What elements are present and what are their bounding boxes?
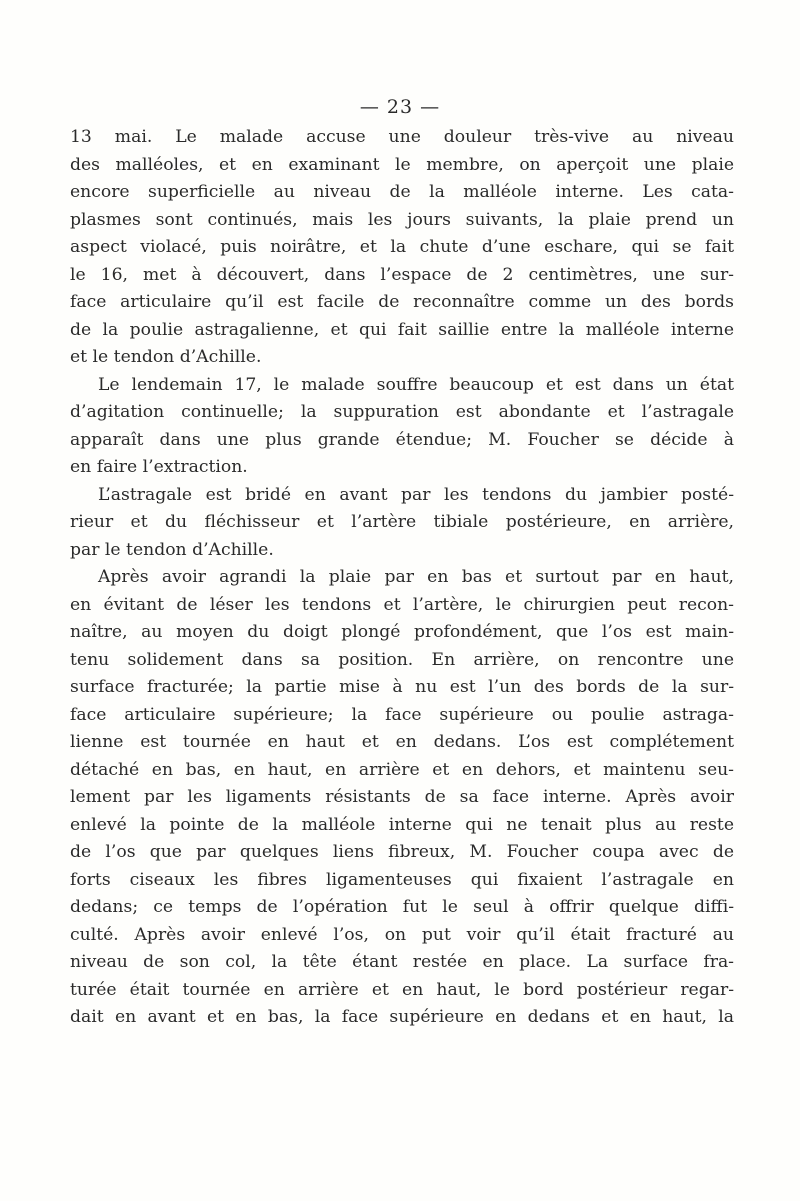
text-line: niveau de son col, la tête étant restée en place. La surface fra- [70, 952, 734, 972]
text-line: de l’os que par quelques liens fibreux, M. Foucher coupa avec de [70, 842, 734, 862]
text-line: apparaît dans une plus grande étendue; M. Foucher se décide à [70, 429, 734, 450]
paragraph [70, 482, 734, 565]
text-line: d’agitation continuelle; la suppuration est abondante et l’astragale [70, 402, 734, 422]
text-line: détaché en bas, en haut, en arrière et en dehors, et maintenu seu- [70, 759, 734, 780]
text-line: en faire l’extraction. [70, 457, 248, 477]
text-line: aspect violacé, puis noirâtre, et la chute d’une eschare, qui se fait [70, 237, 734, 257]
body-text [70, 124, 734, 1032]
text-line: de la poulie astragalienne, et qui fait saillie entre la malléole interne [70, 319, 734, 340]
text-line: face articulaire qu’il est facile de reconnaître comme un des bords [70, 292, 734, 312]
text-line: tenu solidement dans sa position. En arrière, on rencontre une [70, 649, 734, 670]
text-line: forts ciseaux les fibres ligamenteuses qui fixaient l’astragale en [70, 869, 734, 890]
page-number: — 23 — [359, 96, 441, 118]
text-line: Le lendemain 17, le malade souffre beaucoup et est dans un état [98, 374, 734, 395]
text-line: plasmes sont continués, mais les jours suivants, la plaie prend un [70, 209, 734, 230]
text-line: Après avoir agrandi la plaie par en bas et surtout par en haut, [98, 567, 734, 587]
text-line: rieur et du fléchisseur et l’artère tibiale postérieure, en arrière, [70, 512, 734, 532]
paragraph [70, 372, 734, 482]
text-line: 13 mai. Le malade accuse une douleur très-vive au niveau [70, 127, 734, 147]
text-line: dedans; ce temps de l’opération fut le seul à offrir quelque diffi- [70, 897, 734, 917]
text-line: enlevé la pointe de la malléole interne qui ne tenait plus au reste [70, 814, 734, 835]
text-line: lement par les ligaments résistants de sa face interne. Après avoir [70, 787, 734, 807]
text-line: encore superficielle au niveau de la malléole interne. Les cata- [70, 182, 734, 202]
text-line: en évitant de léser les tendons et l’artère, le chirurgien peut recon- [70, 594, 734, 615]
text-line: le 16, met à découvert, dans l’espace de 2 centimètres, une sur- [70, 264, 734, 285]
text-line: et le tendon d’Achille. [70, 347, 262, 367]
text-line: turée était tournée en arrière et en haut, le bord postérieur regar- [70, 979, 734, 1000]
text-line: L’astragale est bridé en avant par les tendons du jambier posté- [98, 484, 734, 505]
paragraph [70, 564, 734, 1032]
text-line: des malléoles, et en examinant le membre, on aperçoit une plaie [70, 154, 734, 175]
text-line: culté. Après avoir enlevé l’os, on put voir qu’il était fracturé au [70, 924, 734, 945]
text-line: face articulaire supérieure; la face supérieure ou poulie astraga- [70, 704, 734, 725]
text-line: par le tendon d’Achille. [70, 539, 274, 560]
text-line: lienne est tournée en haut et en dedans. L’os est complétement [70, 732, 734, 752]
text-line: dait en avant et en bas, la face supérieure en dedans et en haut, la [70, 1007, 734, 1027]
text-line: naître, au moyen du doigt plongé profondément, que l’os est main- [70, 622, 734, 642]
text-line: surface fracturée; la partie mise à nu est l’un des bords de la sur- [70, 677, 734, 697]
paragraph [70, 124, 734, 372]
